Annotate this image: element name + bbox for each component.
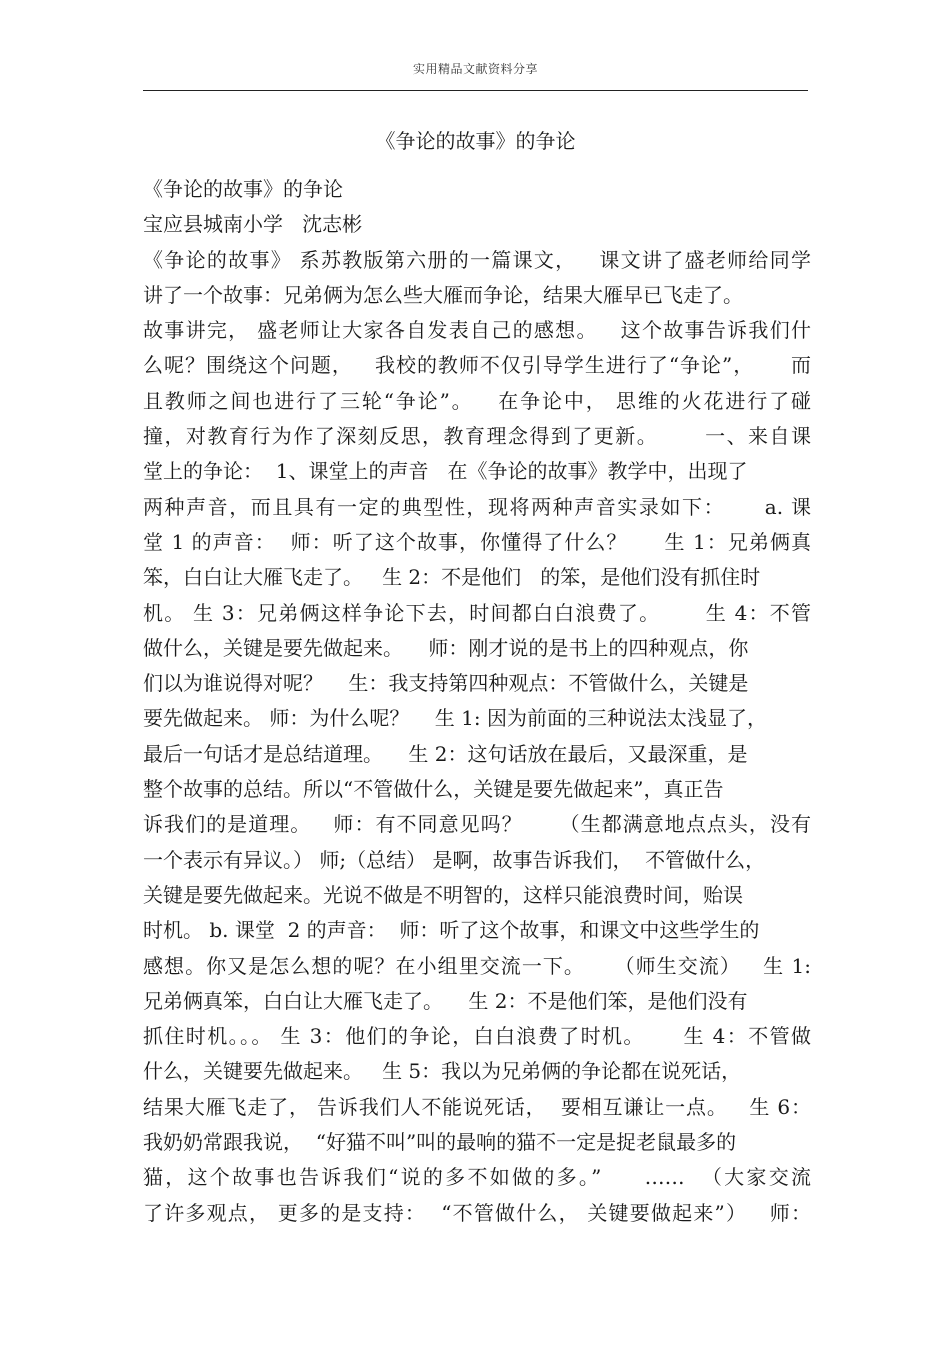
body-line: 们以为谁说得对呢？ 生：我支持第四种观点：不管做什么，关键是 <box>143 671 749 696</box>
body-line: 笨，白白让大雁飞走了。 生 2：不是他们 的笨，是他们没有抓住时 <box>143 565 761 590</box>
body-line: 要先做起来。 师：为什么呢？ 生 1: 因为前面的三种说法太浅显了， <box>143 706 767 731</box>
body-line: 最后一句话才是总结道理。 生 2：这句话放在最后，又最深重，是 <box>143 741 748 766</box>
body-line: 结果大雁飞走了， 告诉我们人不能说死话， 要相互谦让一点。 生 6： <box>143 1094 811 1119</box>
body-line: 机。 生 3：兄弟俩这样争论下去，时间都白白浪费了。 生 4：不管 <box>143 600 811 625</box>
body-line: 诉我们的是道理。 师：有不同意见吗？ （生都满意地点点头，没有 <box>143 812 811 837</box>
body-line: 两种声音，而且具有一定的典型性，现将两种声音实录如下： a. 课 <box>143 494 811 519</box>
body-line: 且教师之间也进行了三轮“争论”。 在争论中， 思维的火花进行了碰 <box>143 388 811 413</box>
body-line: 做什么，关键是要先做起来。 师：刚才说的是书上的四种观点，你 <box>143 635 749 660</box>
body-line: 时机。 b. 课堂 2 的声音： 师：听了这个故事，和课文中这些学生的 <box>143 918 760 943</box>
body-line: 一个表示有异议。） 师;（总结） 是啊，故事告诉我们， 不管做什么， <box>143 847 766 872</box>
header-rule <box>143 90 808 91</box>
body-line: 堂上的争论： 1、课堂上的声音 在《争论的故事》教学中，出现了 <box>143 459 748 484</box>
body-line: 抓住时机。。。 生 3：他们的争论，白白浪费了时机。 生 4：不管做 <box>143 1024 811 1049</box>
body-line: 什么，关键要先做起来。 生 5：我以为兄弟俩的争论都在说死话， <box>143 1059 742 1084</box>
body-line: 《争论的故事》 系苏教版第六册的一篇课文， 课文讲了盛老师给同学 <box>143 247 811 272</box>
body-line: 了许多观点， 更多的是支持： “不管做什么， 关键要做起来”） 师： <box>143 1200 811 1225</box>
subtitle-line: 《争论的故事》的争论 <box>143 177 343 201</box>
body-line: 故事讲完， 盛老师让大家各自发表自己的感想。 这个故事告诉我们什 <box>143 318 811 343</box>
body-line: 感想。你又是怎么想的呢？在小组里交流一下。 （师生交流） 生 1: <box>143 953 811 978</box>
author-line: 宝应县城南小学 沈志彬 <box>143 212 363 237</box>
body-line: 撞，对教育行为作了深刻反思，教育理念得到了更新。 一、来自课 <box>143 424 811 449</box>
body-line: 整个故事的总结。所以“不管做什么，关键是要先做起来”，真正告 <box>143 777 724 802</box>
body-line: 么呢？围绕这个问题， 我校的教师不仅引导学生进行了“争论”， 而 <box>143 353 811 378</box>
body-line: 猫，这个故事也告诉我们“说的多不如做的多。” …… （大家交流 <box>143 1165 811 1190</box>
body-line: 我奶奶常跟我说， “好猫不叫”叫的最响的猫不一定是捉老鼠最多的 <box>143 1130 737 1155</box>
running-header: 实用精品文献资料分享 <box>412 62 538 76</box>
body-line: 讲了一个故事：兄弟俩为怎么些大雁而争论，结果大雁早已飞走了。 <box>143 282 743 307</box>
document-body <box>143 172 811 1231</box>
body-line: 关键是要先做起来。光说不做是不明智的，这样只能浪费时间，贻误 <box>143 882 743 907</box>
body-line: 兄弟俩真笨，白白让大雁飞走了。 生 2：不是他们笨，是他们没有 <box>143 988 748 1013</box>
document-title: 《争论的故事》的争论 <box>375 129 576 153</box>
body-line: 堂 1 的声音： 师：听了这个故事，你懂得了什么？ 生 1：兄弟俩真 <box>143 529 811 554</box>
